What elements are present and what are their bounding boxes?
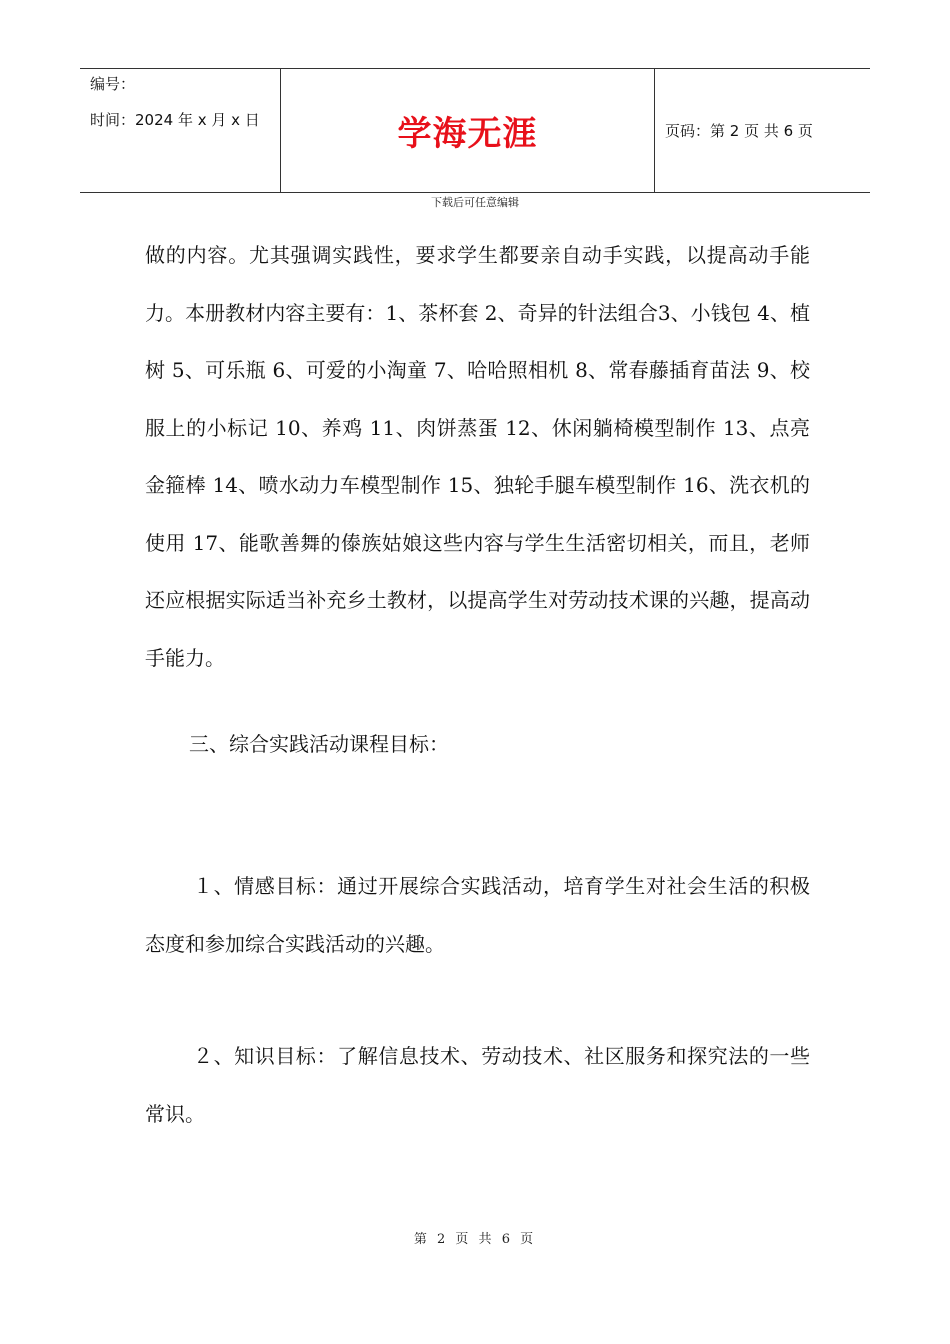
section-heading: 三、综合实践活动课程目标： xyxy=(189,732,449,756)
header-brand-cell xyxy=(281,69,655,192)
document-time-label: 时间：2024 年 x 月 x 日 xyxy=(90,111,260,129)
paragraph-3: ２、知识目标：了解信息技术、劳动技术、社区服务和探究法的一些常识。 xyxy=(145,1044,810,1126)
header-page-info: 页码：第 2 页 共 6 页 xyxy=(665,122,813,140)
paragraph-1: 做的内容。尤其强调实践性，要求学生都要亲自动手实践，以提高动手能力。本册教材内容主要有：1、茶杯套 2、奇异的针法组合3、小钱包 4、植树 5、可乐瓶 6、可爱的小淘童 7、哈哈照相机 8、常春藤插育苗法 9、校服上的小标记 10、养鸡 11、肉饼蒸蛋 12、休闲躺椅模型制作 13、点亮金箍棒 14、喷水动力车模型制作 15、独轮手腿车模型制作 16、洗衣机的使用 17、能歌善舞的傣族姑娘这些内容与学生生活密切相关，而且，老师还应根据实际适当补充乡土教材，以提高学生对劳动技术课的兴趣，提高动手能力。 xyxy=(145,243,810,670)
document-header xyxy=(80,68,870,193)
editable-note: 下载后可任意编辑 xyxy=(431,196,519,209)
header-left-cell xyxy=(80,69,281,192)
brand-title: 学海无涯 xyxy=(397,114,538,154)
document-number-label: 编号： xyxy=(90,75,136,93)
paragraph-2: １、情感目标：通过开展综合实践活动，培育学生对社会生活的积极态度和参加综合实践活动的兴趣。 xyxy=(145,874,810,956)
header-right-cell xyxy=(655,69,870,192)
page-footer: 第 2 页 共 6 页 xyxy=(413,1232,537,1247)
